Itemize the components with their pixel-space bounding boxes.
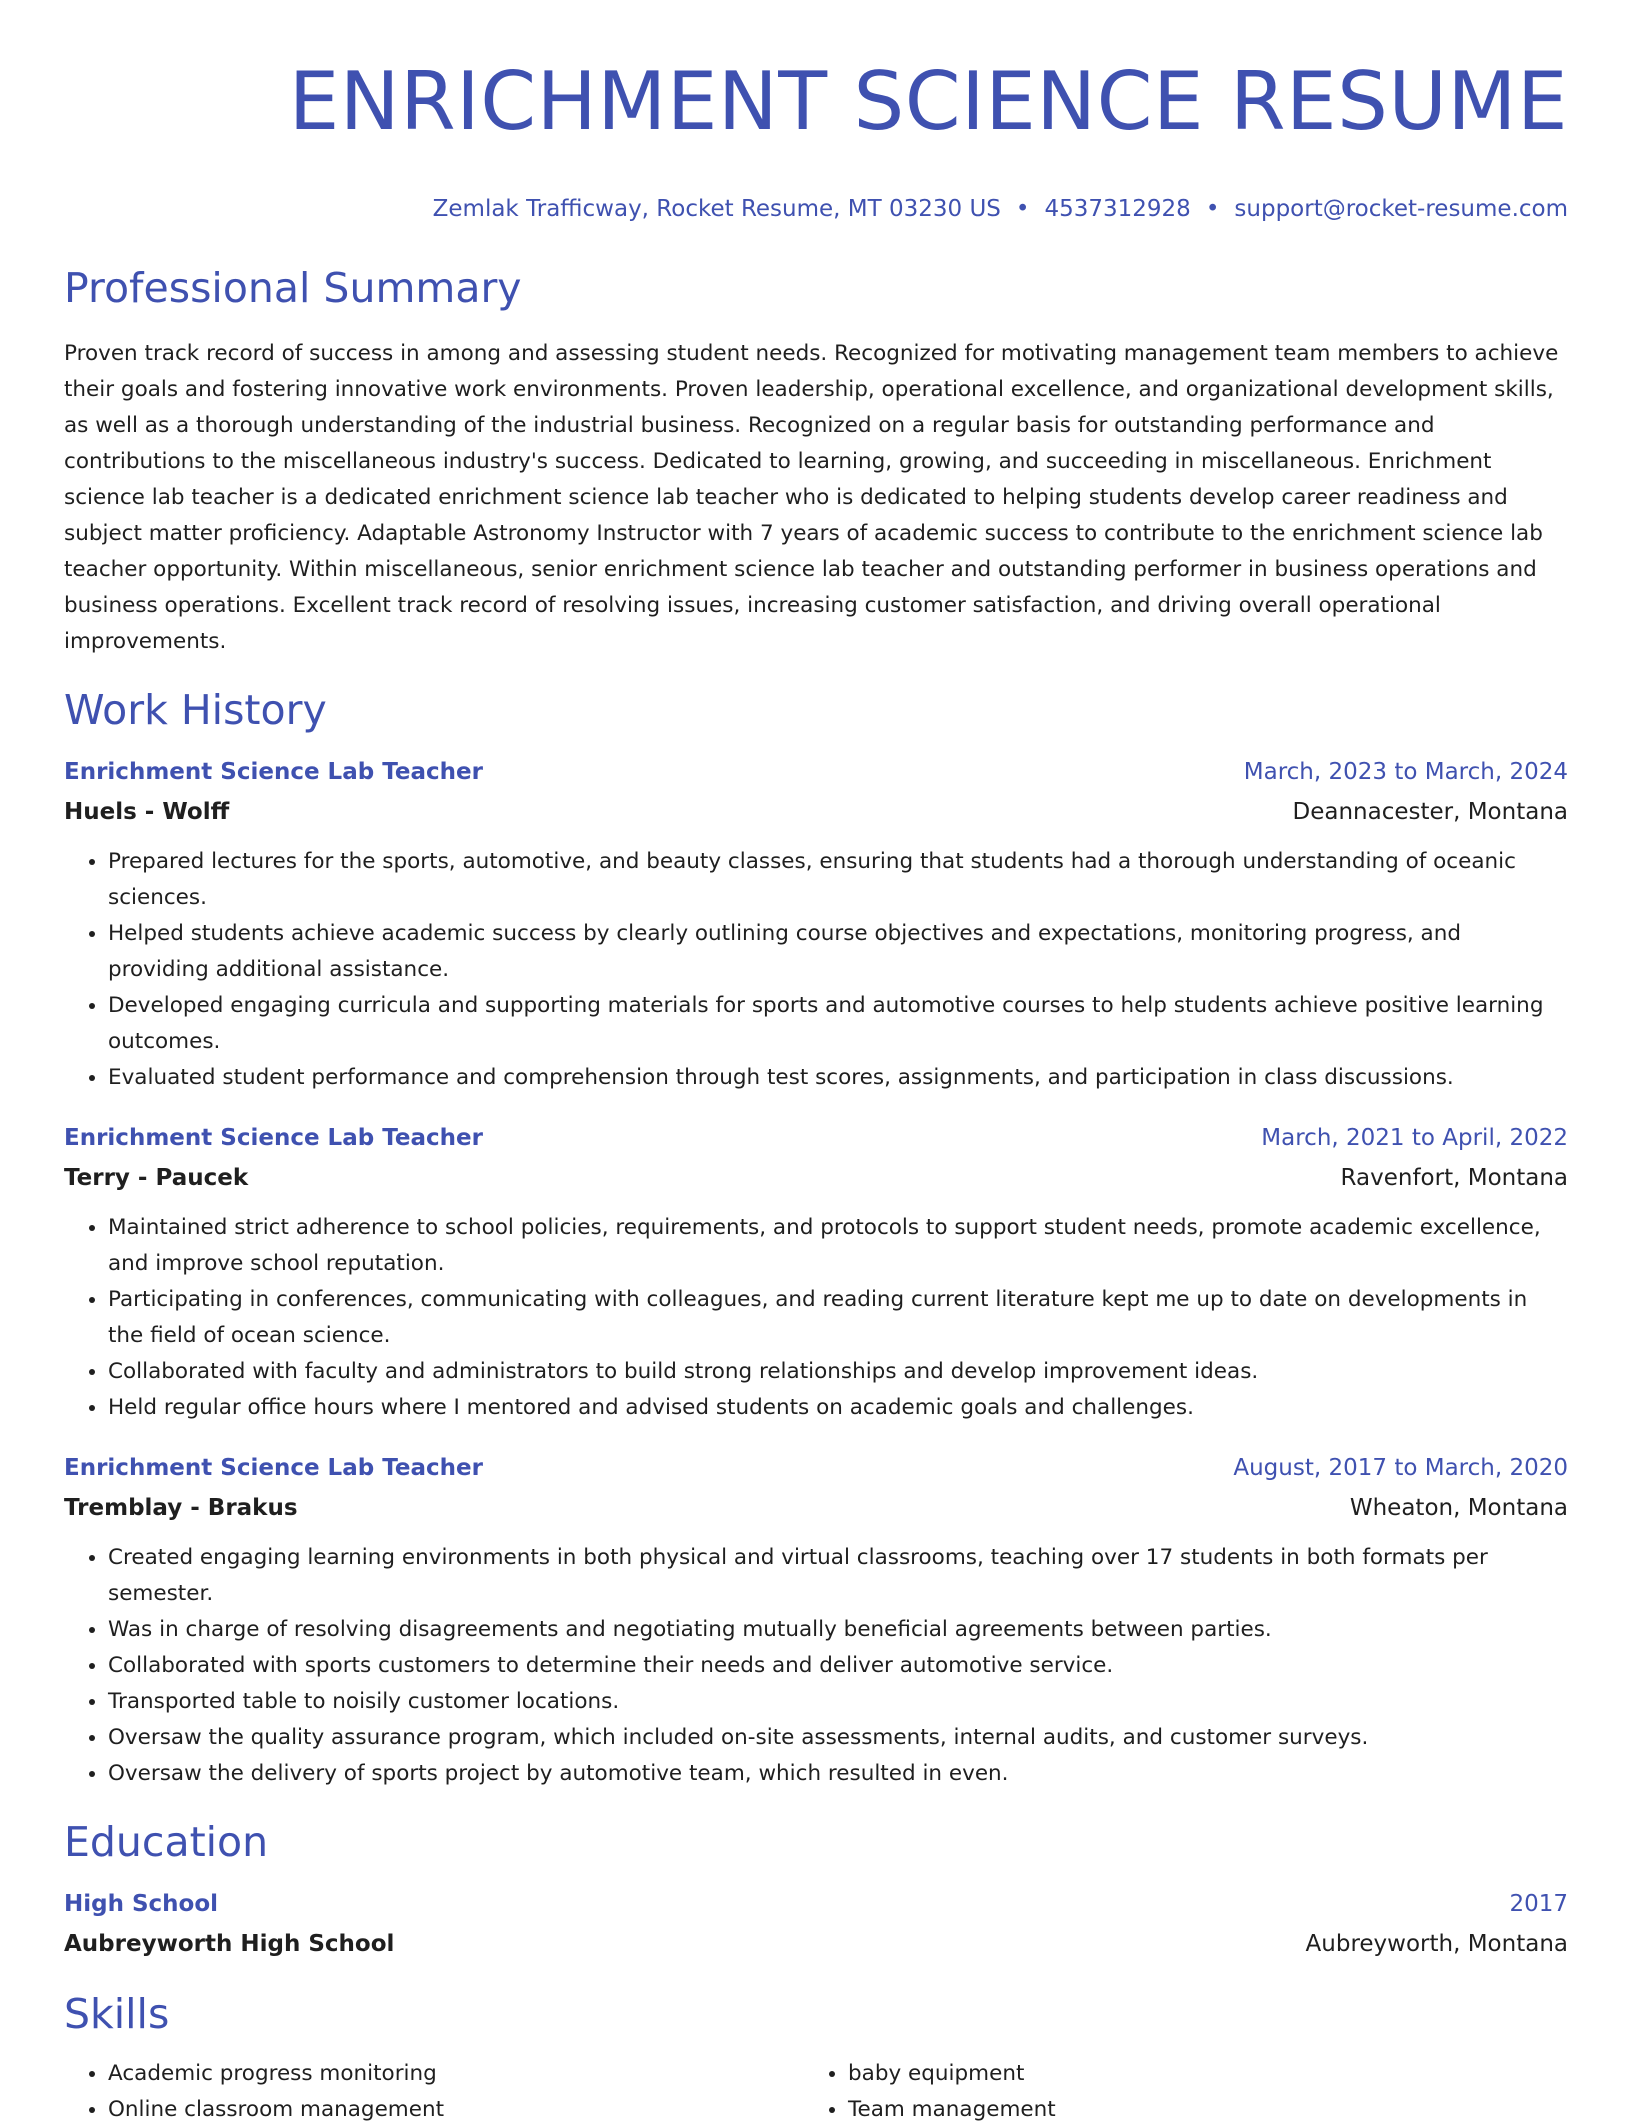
job-dates: August, 2017 to March, 2020 [1233, 1455, 1568, 1481]
contact-email: support@rocket-resume.com [1234, 196, 1568, 222]
job-entry [64, 1118, 1568, 1426]
job-location: Ravenfort, Montana [1340, 1165, 1568, 1191]
job-employer: Tremblay - Brakus [64, 1495, 298, 1521]
job-employer: Terry - Paucek [64, 1165, 249, 1191]
job-entry [64, 752, 1568, 1096]
job-position: Enrichment Science Lab Teacher [64, 1455, 483, 1481]
resume-header [64, 52, 1568, 224]
job-dates: March, 2021 to April, 2022 [1261, 1125, 1568, 1151]
job-bullets [64, 844, 1568, 1096]
job-bullet: • Collaborated with sports customers to determine their needs and deliver automotive service. [108, 1648, 1568, 1684]
skills-column-right [804, 2056, 1568, 2128]
contact-separator: • [1015, 196, 1030, 222]
skill-item: • Online classroom management [108, 2092, 804, 2128]
job-bullet: • Participating in conferences, communicating with colleagues, and reading current literature kept me up to date on developments in the field of ocean science. [108, 1282, 1568, 1354]
contact-phone: 4537312928 [1044, 196, 1191, 222]
job-position: Enrichment Science Lab Teacher [64, 1125, 483, 1151]
job-location: Wheaton, Montana [1349, 1495, 1568, 1521]
job-bullets [64, 1540, 1568, 1792]
job-bullet: • Was in charge of resolving disagreements and negotiating mutually beneficial agreements between parties. [108, 1612, 1568, 1648]
job-bullet: • Collaborated with faculty and administrators to build strong relationships and develop improvement ideas. [108, 1354, 1568, 1390]
contact-line [64, 194, 1568, 224]
education-school: Aubreyworth High School [64, 1931, 395, 1957]
education-location: Aubreyworth, Montana [1305, 1931, 1568, 1957]
education-heading: Education [64, 1818, 269, 1866]
contact-separator: • [1205, 196, 1220, 222]
job-bullet: • Held regular office hours where I mentored and advised students on academic goals and challenges. [108, 1390, 1568, 1426]
contact-address: Zemlak Trafficway, Rocket Resume, MT 03230 US [432, 196, 1001, 222]
skills-column-left [64, 2056, 804, 2128]
skill-item: • Academic progress monitoring [108, 2056, 804, 2092]
skill-item: • Team management [848, 2092, 1568, 2128]
job-bullet: • Prepared lectures for the sports, automotive, and beauty classes, ensuring that students had a thorough understanding of oceanic sciences. [108, 844, 1568, 916]
job-bullet: • Helped students achieve academic success by clearly outlining course objectives and expectations, monitoring progress, and providing additional assistance. [108, 916, 1568, 988]
skills-heading: Skills [64, 1990, 170, 2038]
work-history-heading: Work History [64, 686, 327, 734]
job-bullet: • Oversaw the quality assurance program, which included on-site assessments, internal audits, and customer surveys. [108, 1720, 1568, 1756]
education-degree: High School [64, 1891, 219, 1917]
job-bullet: • Transported table to noisily customer locations. [108, 1684, 1568, 1720]
job-bullet: • Oversaw the delivery of sports project by automotive team, which resulted in even. [108, 1756, 1568, 1792]
resume-name: ENRICHMENT SCIENCE RESUME [288, 55, 1568, 148]
summary-heading: Professional Summary [64, 264, 522, 312]
education-entry [64, 1884, 1568, 1964]
job-position: Enrichment Science Lab Teacher [64, 759, 483, 785]
job-location: Deannacester, Montana [1292, 799, 1568, 825]
summary-text: Proven track record of success in among and assessing student needs. Recognized for motivating management team members to achieve their goals and fostering innovative work environments. Proven leadership, operational excellence, and organizational development skills, as well as a thorough understanding of the industrial business. Recognized on a regular basis for outstanding performance and contributions to the miscellaneous industry's success. Dedicated to learning, growing, and succeeding in miscellaneous. Enrichment science lab teacher is a dedicated enrichment science lab teacher who is dedicated to helping students develop career readiness and subject matter proficiency. Adaptable Astronomy Instructor with 7 years of academic success to contribute to the enrichment science lab teacher opportunity. Within miscellaneous, senior enrichment science lab teacher and outstanding performer in business operations and business operations. Excellent track record of resolving issues, increasing customer satisfaction, and driving overall operational improvements. [64, 341, 1559, 654]
job-bullets [64, 1210, 1568, 1426]
job-entry [64, 1448, 1568, 1792]
education-year: 2017 [1509, 1891, 1568, 1917]
job-dates: March, 2023 to March, 2024 [1243, 759, 1568, 785]
job-bullet: • Created engaging learning environments in both physical and virtual classrooms, teaching over 17 students in both formats per semester. [108, 1540, 1568, 1612]
skills-list [64, 2056, 1568, 2128]
skill-item: • baby equipment [848, 2056, 1568, 2092]
job-bullet: • Evaluated student performance and comprehension through test scores, assignments, and participation in class discussions. [108, 1060, 1568, 1096]
job-bullet: • Developed engaging curricula and supporting materials for sports and automotive courses to help students achieve positive learning outcomes. [108, 988, 1568, 1060]
job-employer: Huels - Wolff [64, 799, 230, 825]
job-bullet: • Maintained strict adherence to school policies, requirements, and protocols to support student needs, promote academic excellence, and improve school reputation. [108, 1210, 1568, 1282]
